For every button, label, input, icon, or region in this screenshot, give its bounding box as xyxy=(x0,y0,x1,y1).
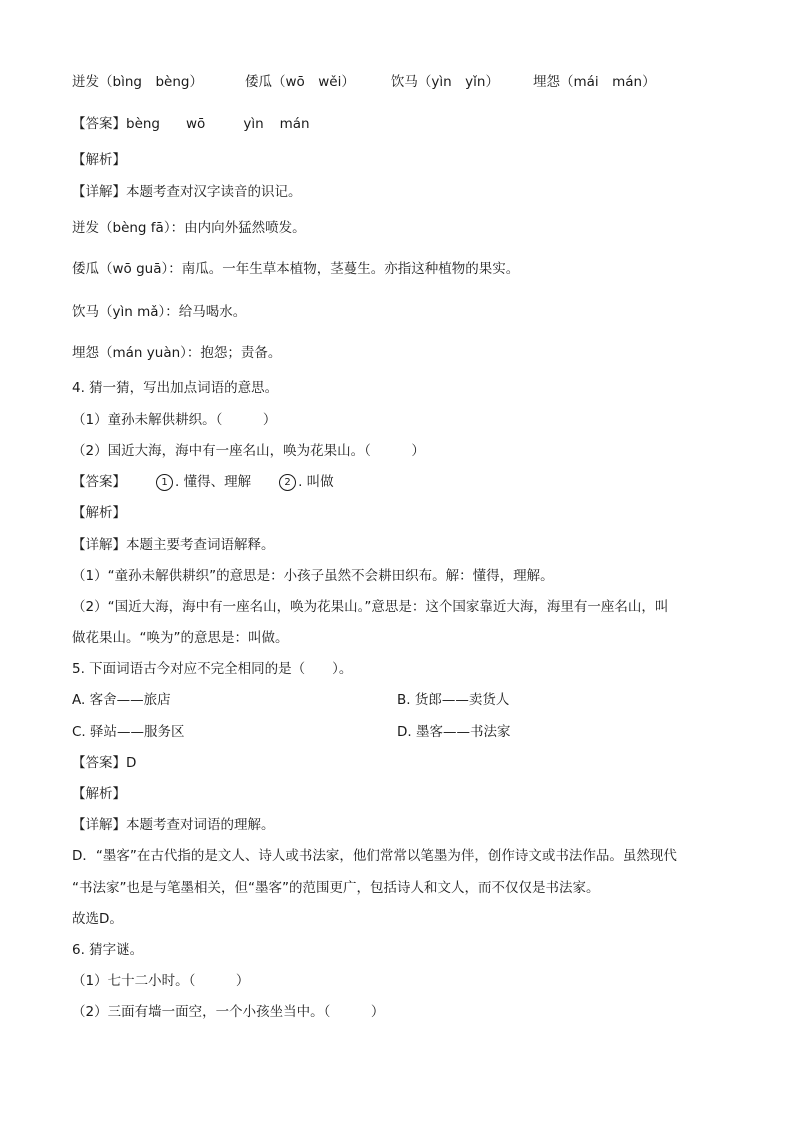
q6-sub-2: （2）三面有墙一面空，一个小孩坐当中。（ ） xyxy=(72,1004,385,1020)
q3-item-3: 饮马（yìn yǐn） xyxy=(390,74,499,90)
q4-title: 4. 猜一猜，写出加点词语的意思。 xyxy=(72,380,279,396)
q3-explanation-3: 饮马（yìn mǎ）：给马喝水。 xyxy=(72,304,247,320)
q5-detail: 【详解】本题考查对词语的理解。 xyxy=(72,817,275,833)
q3-analysis: 【解析】 xyxy=(72,152,126,168)
answer-tag: 【答案】 xyxy=(72,474,126,490)
q3-answer-4: mán xyxy=(279,116,310,132)
q4-detail: 【详解】本题主要考查词语解释。 xyxy=(72,537,275,553)
q3-answer-2: wō xyxy=(186,116,206,132)
q3-answer-3: yìn xyxy=(243,116,264,132)
q4-explanation-1: （1）“童孙未解供耕织”的意思是：小孩子虽然不会耕田织布。解：懂得，理解。 xyxy=(72,568,554,584)
answer-tag: 【答案】 xyxy=(72,116,126,132)
q3-explanation-4: 埋怨（mán yuàn）：抱怨；责备。 xyxy=(72,345,282,361)
circled-number-1: 1 xyxy=(156,474,173,491)
q3-answer-1: bèng xyxy=(126,116,161,132)
q5-option-b: B. 货郎——卖货人 xyxy=(397,692,510,708)
circled-number-2: 2 xyxy=(279,474,296,491)
q5-answer: 【答案】D xyxy=(72,755,137,771)
q4-explanation-2a: （2）“国近大海，海中有一座名山，唤为花果山。”意思是：这个国家靠近大海，海里有一座名山，叫 xyxy=(72,599,669,615)
q5-analysis: 【解析】 xyxy=(72,786,126,802)
q4-analysis: 【解析】 xyxy=(72,505,126,521)
q5-title: 5. 下面词语古今对应不完全相同的是（ ）。 xyxy=(72,661,353,677)
q4-answer xyxy=(72,472,334,492)
q3-items-row xyxy=(72,72,656,92)
q4-answer-2: . 叫做 xyxy=(298,474,334,490)
q5-conclusion: 故选D。 xyxy=(72,911,123,927)
q6-sub-1: （1）七十二小时。（ ） xyxy=(72,973,250,989)
q5-explanation-1: D．“墨客”在古代指的是文人、诗人或书法家，他们常常以笔墨为伴，创作诗文或书法作品。虽然现代 xyxy=(72,848,677,864)
q5-explanation-2: “书法家”也是与笔墨相关，但“墨客”的范围更广，包括诗人和文人，而不仅仅是书法家。 xyxy=(72,880,600,896)
q4-sub-1: （1）童孙未解供耕织。（ ） xyxy=(72,412,277,428)
q4-answer-1: . 懂得、理解 xyxy=(175,474,252,490)
q5-option-c: C. 驿站——服务区 xyxy=(72,724,185,740)
q6-title: 6. 猜字谜。 xyxy=(72,942,144,958)
q3-explanation-2: 倭瓜（wō guā）：南瓜。一年生草本植物，茎蔓生。亦指这种植物的果实。 xyxy=(72,261,520,277)
q5-option-d: D. 墨客——书法家 xyxy=(397,724,511,740)
q3-item-2: 倭瓜（wō wěi） xyxy=(244,74,355,90)
q3-explanation-1: 迸发（bèng fā）：由内向外猛然喷发。 xyxy=(72,220,306,236)
q4-explanation-2b: 做花果山。“唤为”的意思是：叫做。 xyxy=(72,630,289,646)
q3-answer xyxy=(72,114,310,134)
q3-item-1: 迸发（bìng bèng） xyxy=(72,74,203,90)
q3-item-4: 埋怨（mái mán） xyxy=(532,74,656,90)
q5-option-a: A. 客舍——旅店 xyxy=(72,692,171,708)
q3-detail: 【详解】本题考查对汉字读音的识记。 xyxy=(72,184,302,200)
q4-sub-2: （2）国近大海，海中有一座名山，唤为花果山。（ ） xyxy=(72,443,425,459)
